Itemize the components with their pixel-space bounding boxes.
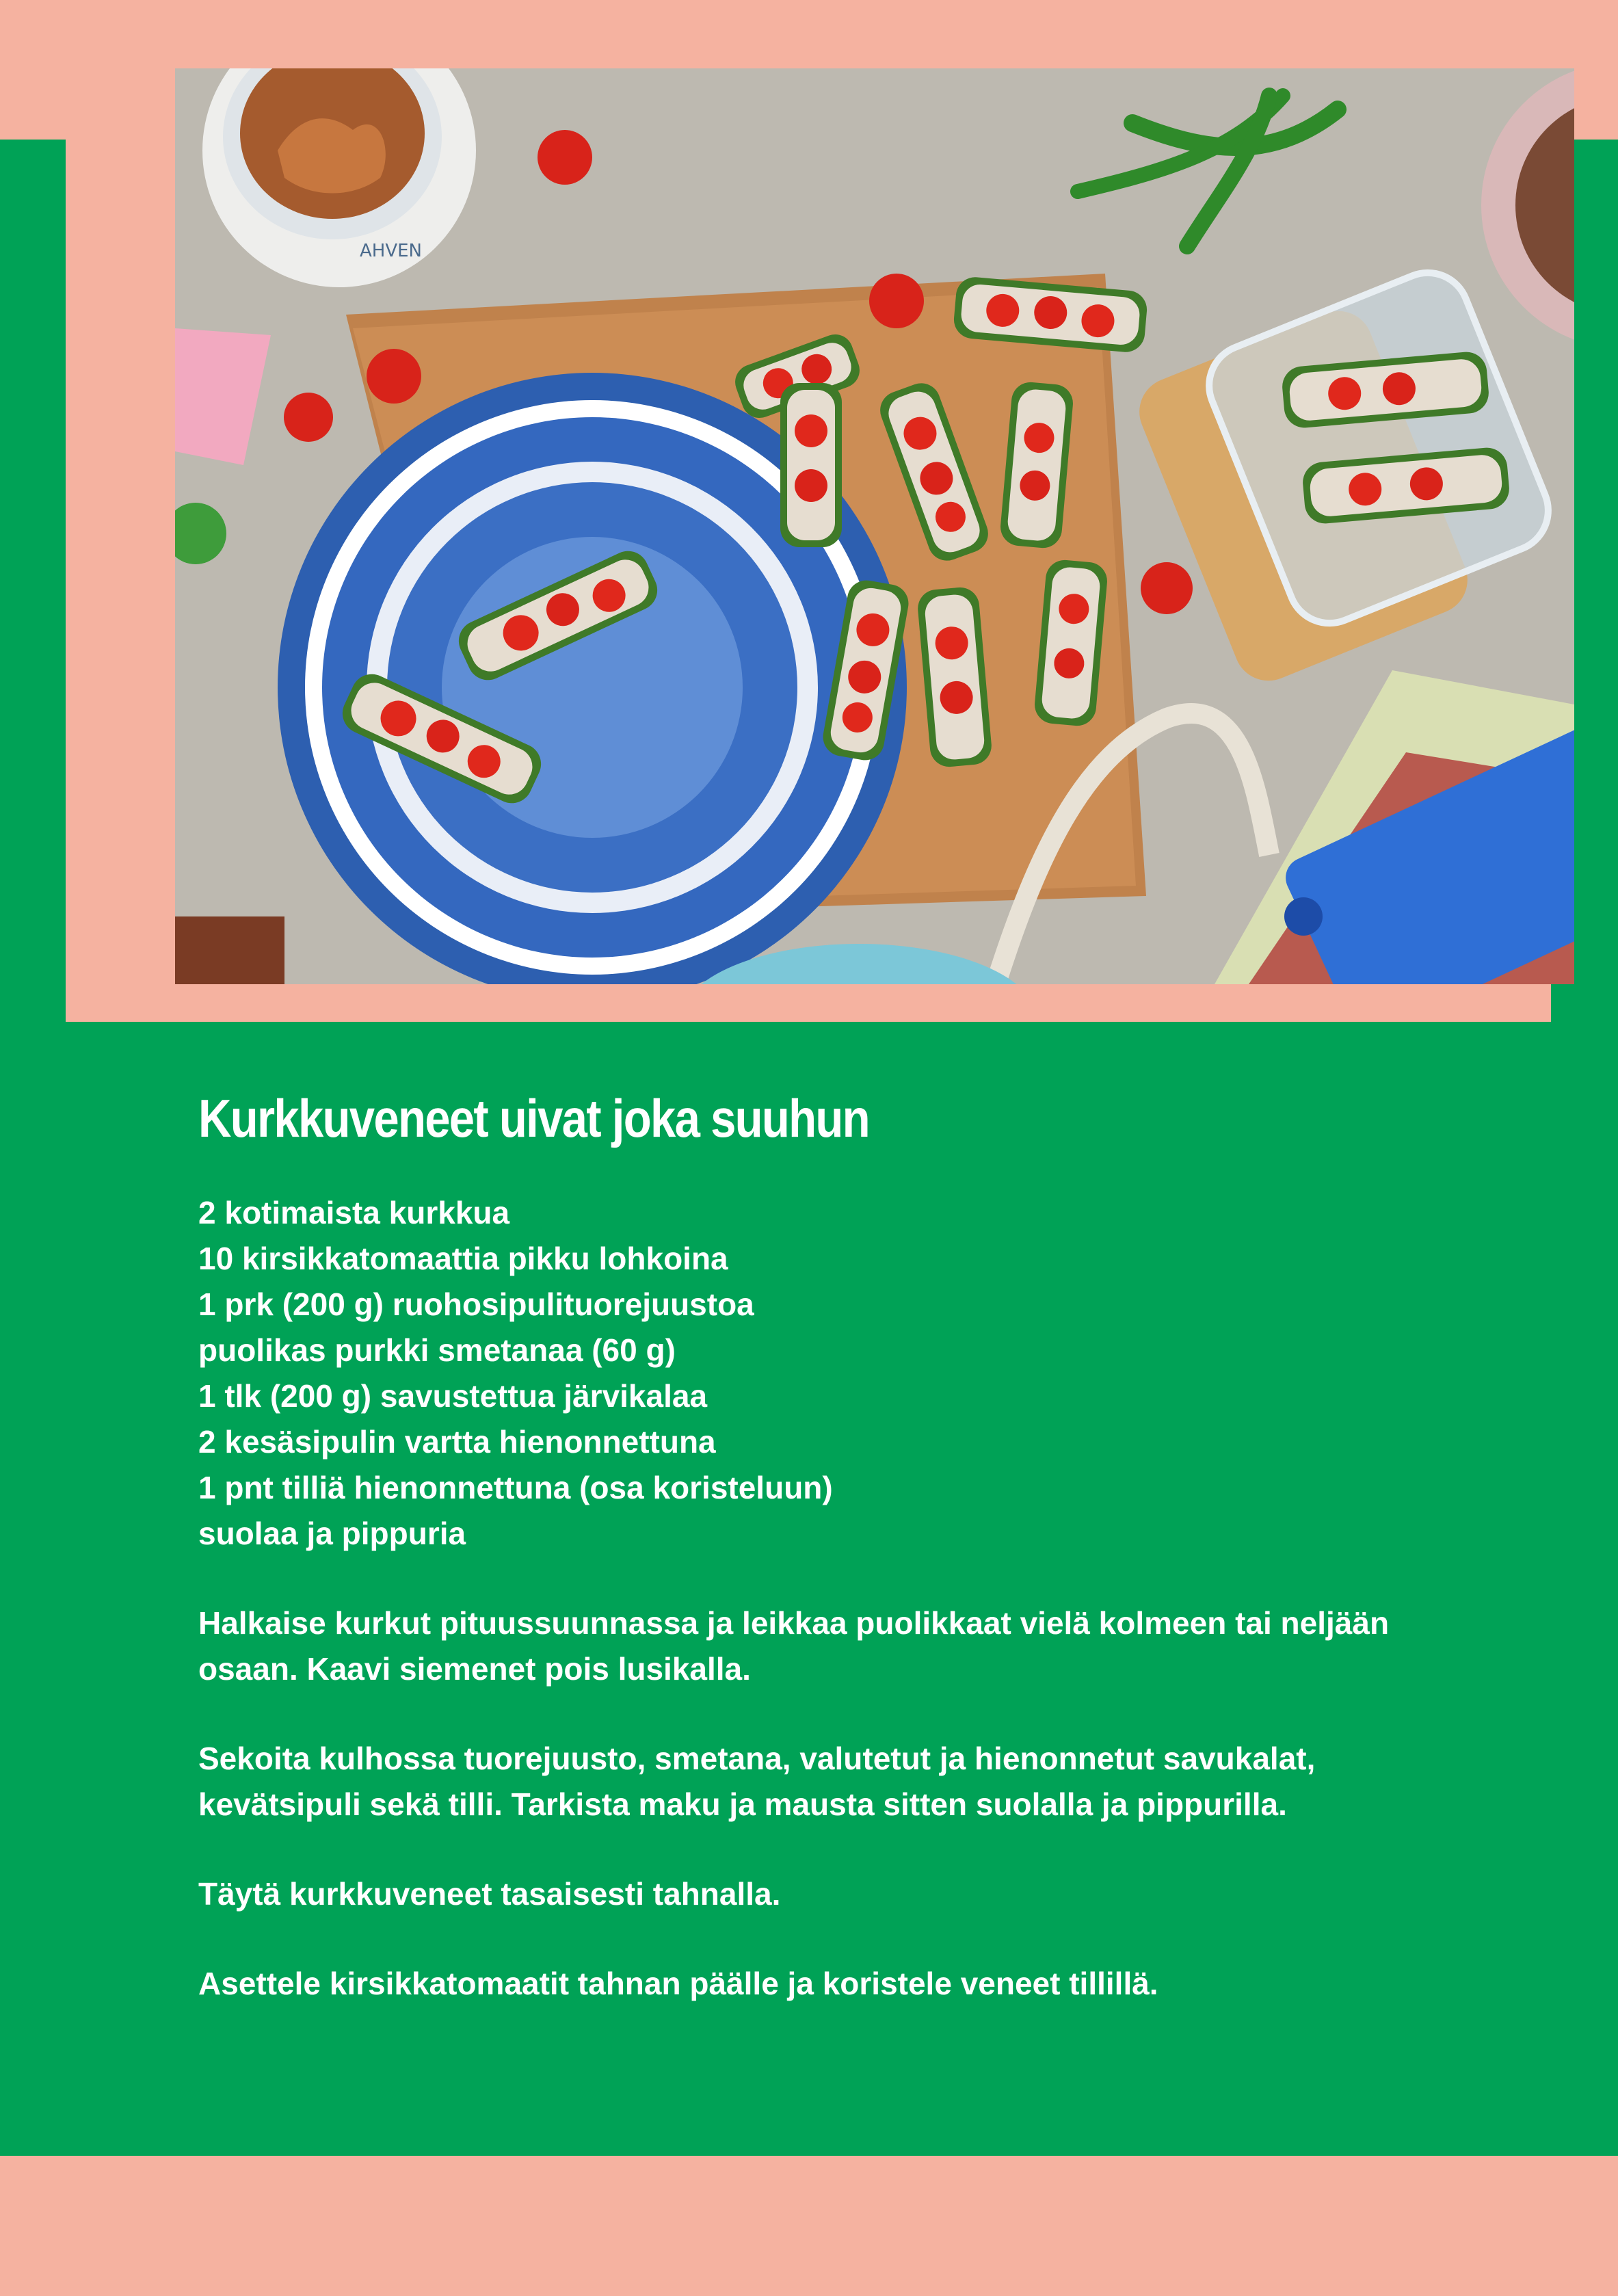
ingredient-item: suolaa ja pippuria bbox=[198, 1516, 466, 1551]
ingredient-item: 1 prk (200 g) ruohosipulituorejuustoa bbox=[198, 1286, 754, 1322]
instruction-step: Halkaise kurkut pituussuunnassa ja leikkaa puolikkaat vielä kolmeen tai neljään osaan. Kaavi siemenet pois lusikalla. bbox=[198, 1605, 1390, 1687]
wooden-box bbox=[175, 916, 284, 984]
recipe-title: Kurkkuveneet uivat joka suuhun bbox=[198, 1088, 869, 1148]
ingredient-item: 10 kirsikkatomaattia pikku lohkoina bbox=[198, 1241, 728, 1276]
ingredient-item: 1 pnt tilliä hienonnettuna (osa koristeluun) bbox=[198, 1470, 833, 1505]
ingredient-item: 2 kotimaista kurkkua bbox=[198, 1195, 510, 1230]
can-label: AHVEN bbox=[360, 241, 422, 261]
recipe-content bbox=[198, 1087, 1429, 2050]
ingredient-item: 1 tlk (200 g) savustettua järvikalaa bbox=[198, 1378, 708, 1414]
recipe-photo bbox=[175, 68, 1574, 984]
ingredient-item: puolikas purkki smetanaa (60 g) bbox=[198, 1332, 676, 1368]
photo-frame bbox=[66, 0, 1551, 1022]
ingredient-item: 2 kesäsipulin vartta hienonnettuna bbox=[198, 1424, 716, 1460]
instruction-step: Asettele kirsikkatomaatit tahnan päälle ja koristele veneet tillillä. bbox=[198, 1966, 1158, 2001]
instruction-step: Sekoita kulhossa tuorejuusto, smetana, valutetut ja hienonnetut savukalat, kevätsipuli sekä tilli. Tarkista maku ja mausta sitten suolalla ja pippurilla. bbox=[198, 1741, 1316, 1822]
instruction-step: Täytä kurkkuveneet tasaisesti tahnalla. bbox=[198, 1876, 781, 1912]
ingredient-list bbox=[198, 1190, 1429, 1557]
